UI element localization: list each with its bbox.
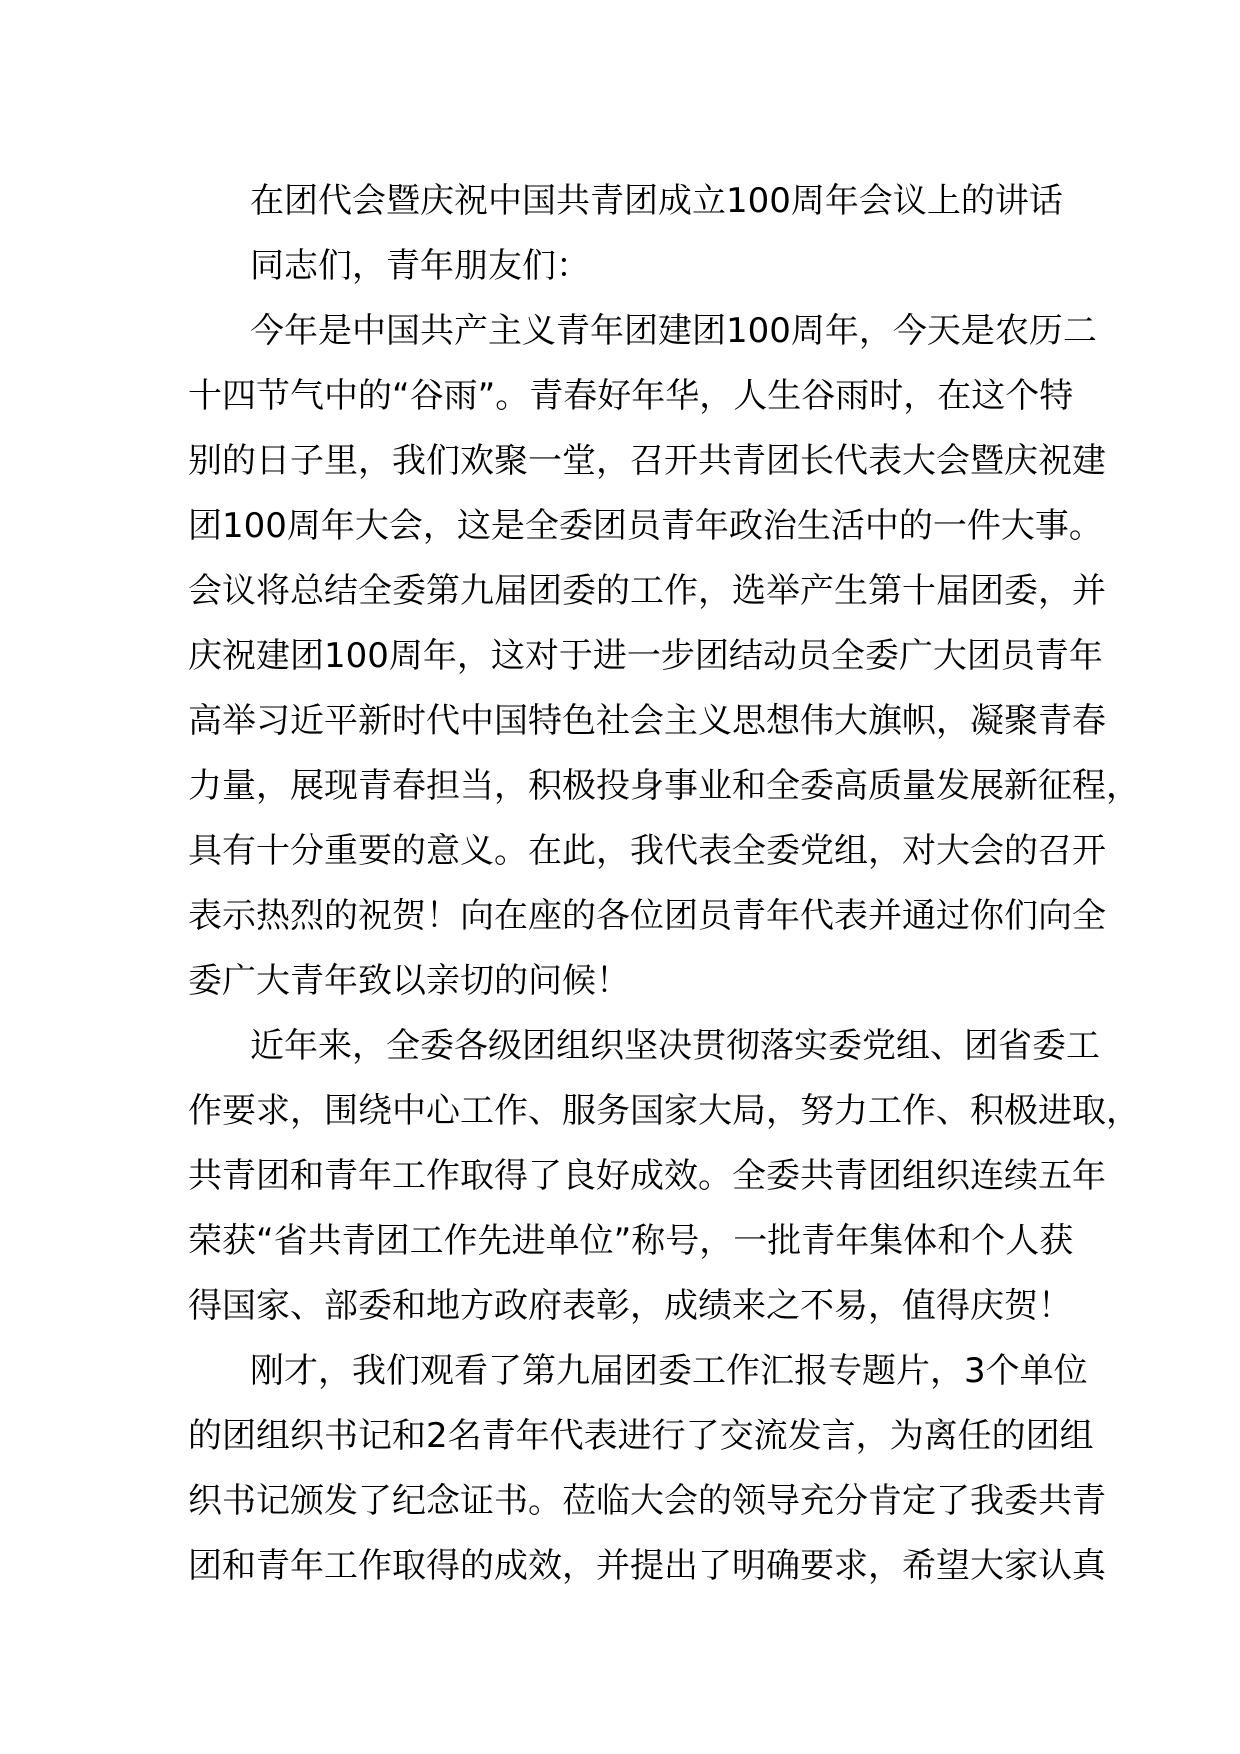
text-line: 刚才，我们观看了第九届团委工作汇报专题片，3个单位 bbox=[250, 1351, 1088, 1391]
text-line: 别的日子里，我们欢聚一堂，召开共青团长代表大会暨庆祝建 bbox=[188, 441, 1106, 481]
text-line: 的团组织书记和2名青年代表进行了交流发言，为离任的团组 bbox=[188, 1416, 1094, 1456]
salutation: 同志们，青年朋友们： bbox=[250, 246, 590, 286]
document-body bbox=[188, 169, 1140, 1599]
text-line: 团100周年大会，这是全委团员青年政治生活中的一件大事。 bbox=[188, 506, 1103, 546]
text-line: 表示热烈的祝贺！向在座的各位团员青年代表并通过你们向全 bbox=[188, 896, 1106, 936]
text-line: 共青团和青年工作取得了良好成效。全委共青团组织连续五年 bbox=[188, 1156, 1106, 1196]
text-line: 十四节气中的“谷雨”。青春好年华，人生谷雨时，在这个特 bbox=[188, 376, 1074, 416]
text-line: 具有十分重要的意义。在此，我代表全委党组，对大会的召开 bbox=[188, 831, 1106, 871]
text-line: 会议将总结全委第九届团委的工作，选举产生第十届团委，并 bbox=[188, 571, 1106, 611]
text-line: 得国家、部委和地方政府表彰，成绩来之不易，值得庆贺！ bbox=[188, 1286, 1072, 1326]
text-line: 荣获“省共青团工作先进单位”称号，一批青年集体和个人获 bbox=[188, 1221, 1074, 1261]
text-line: 委广大青年致以亲切的问候！ bbox=[188, 961, 630, 1001]
text-line: 力量，展现青春担当，积极投身事业和全委高质量发展新征程， bbox=[188, 766, 1140, 806]
text-line: 织书记颁发了纪念证书。莅临大会的领导充分肯定了我委共青 bbox=[188, 1481, 1106, 1521]
text-line: 庆祝建团100周年，这对于进一步团结动员全委广大团员青年 bbox=[188, 636, 1103, 676]
document-title: 在团代会暨庆祝中国共青团成立100周年会议上的讲话 bbox=[250, 181, 1063, 221]
text-line: 今年是中国共产主义青年团建团100周年，今天是农历二 bbox=[250, 311, 1097, 351]
text-line: 作要求，围绕中心工作、服务国家大局，努力工作、积极进取， bbox=[188, 1091, 1140, 1131]
text-line: 高举习近平新时代中国特色社会主义思想伟大旗帜，凝聚青春 bbox=[188, 701, 1106, 741]
text-line: 团和青年工作取得的成效，并提出了明确要求，希望大家认真 bbox=[188, 1546, 1106, 1586]
text-line: 近年来，全委各级团组织坚决贯彻落实委党组、团省委工 bbox=[250, 1026, 1100, 1066]
